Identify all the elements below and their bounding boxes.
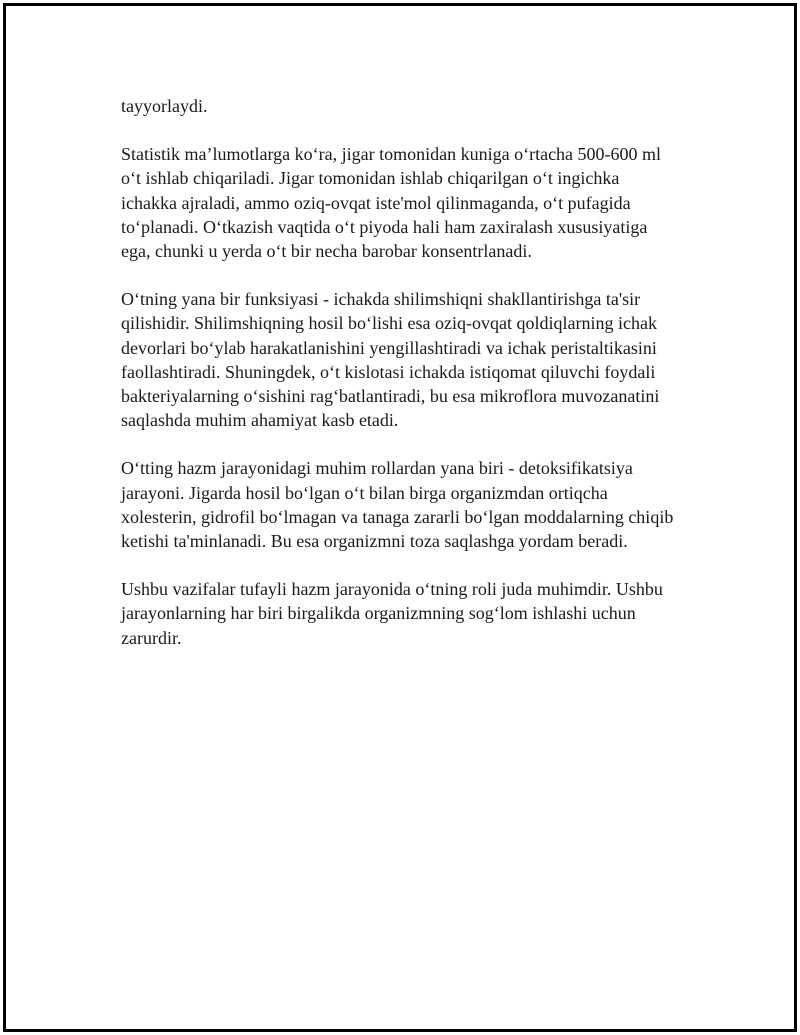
paragraph-line: ketishi ta'minlanadi. Bu esa organizmni toza saqlashga yordam beradi. [121, 531, 628, 552]
document-body [121, 94, 721, 674]
paragraph-line: ichakka ajraladi, ammo oziq-ovqat iste'mol qilinmaganda, o‘t pufagida [121, 192, 631, 213]
paragraph-4 [121, 456, 721, 553]
paragraph-1 [121, 94, 721, 118]
paragraph-line: tayyorlaydi. [121, 96, 208, 116]
paragraph-line: to‘planadi. O‘tkazish vaqtida o‘t piyoda hali ham zaxiralash xususiyatiga [121, 216, 648, 237]
paragraph-line: O‘tting hazm jarayonidagi muhim rollardan yana biri - detoksifikatsiya [121, 458, 633, 479]
paragraph-line: qilishidir. Shilimshiqning hosil bo‘lishi esa oziq-ovqat qoldiqlarning ichak [121, 313, 657, 334]
paragraph-line: devorlari bo‘ylab harakatlanishini yengillashtiradi va ichak peristaltikasini [121, 337, 657, 358]
paragraph-line: xolesterin, gidrofil bo‘lmagan va tanaga zararli bo‘lgan moddalarning chiqib [121, 506, 674, 527]
paragraph-line: zarurdir. [121, 627, 182, 648]
paragraph-line: jarayonlarning har biri birgalikda organizmning sog‘lom ishlashi uchun [121, 603, 636, 624]
paragraph-3 [121, 287, 721, 432]
paragraph-line: o‘t ishlab chiqariladi. Jigar tomonidan ishlab chiqarilgan o‘t ingichka [121, 168, 620, 189]
page-frame [3, 3, 797, 1032]
paragraph-line: saqlashda muhim ahamiyat kasb etadi. [121, 410, 399, 431]
paragraph-line: Statistik ma’lumotlarga ko‘ra, jigar tomonidan kuniga o‘rtacha 500-600 ml [121, 144, 662, 165]
paragraph-line: ega, chunki u yerda o‘t bir necha barobar konsentrlanadi. [121, 241, 532, 262]
paragraph-2 [121, 142, 721, 263]
paragraph-line: Ushbu vazifalar tufayli hazm jarayonida o‘tning roli juda muhimdir. Ushbu [121, 579, 663, 600]
paragraph-line: O‘tning yana bir funksiyasi - ichakda shilimshiqni shakllantirishga ta'sir [121, 289, 641, 310]
paragraph-line: bakteriyalarning o‘sishini rag‘batlantiradi, bu esa mikroflora muvozanatini [121, 386, 660, 407]
paragraph-line: faollashtiradi. Shuningdek, o‘t kislotasi ichakda istiqomat qiluvchi foydali [121, 361, 656, 382]
paragraph-5 [121, 577, 721, 650]
paragraph-line: jarayoni. Jigarda hosil bo‘lgan o‘t bilan birga organizmdan ortiqcha [121, 482, 608, 503]
